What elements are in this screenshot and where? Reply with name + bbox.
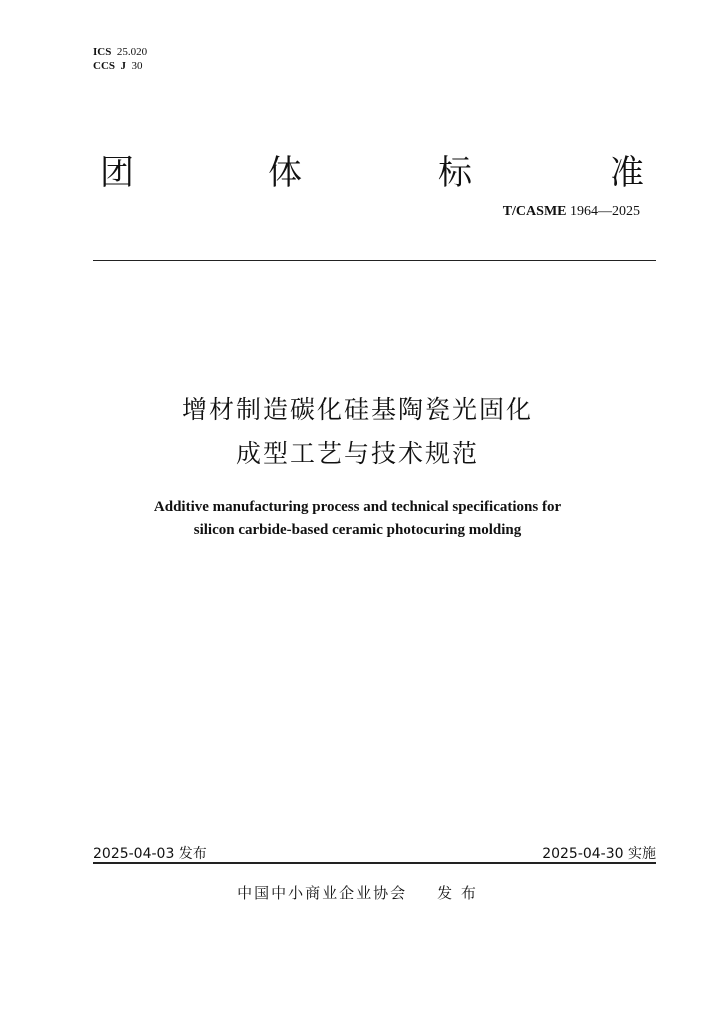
ics-code: ICS 25.020 — [93, 46, 148, 58]
bottom-divider — [93, 862, 656, 864]
implement-date: 2025-04-30 实施 — [542, 846, 656, 862]
chinese-title-line: 增材制造碳化硅基陶瓷光固化 — [181, 395, 533, 424]
standard-type-heading — [100, 148, 648, 198]
chinese-title-line: 成型工艺与技术规范 — [235, 439, 479, 468]
english-title-line: Additive manufacturing process and technical specifications for — [153, 499, 562, 515]
publisher-action: 发 布 — [437, 884, 478, 902]
chinese-title — [0, 388, 715, 476]
publisher-name: 中国中小商业企业协会 — [237, 884, 408, 902]
ccs-code: CCS J 30 — [93, 60, 143, 72]
publisher — [0, 882, 715, 903]
english-title-line: silicon carbide-based ceramic photocuring molding — [193, 522, 522, 538]
classification-codes — [93, 45, 147, 73]
issue-date: 2025-04-03 发布 — [93, 846, 207, 862]
standard-type-char: 团 — [100, 153, 134, 193]
english-title — [0, 496, 715, 542]
standard-number: T/CASME 1964—2025 — [502, 204, 640, 219]
top-divider — [93, 260, 656, 261]
standard-type-char: 体 — [268, 153, 302, 193]
standard-type-char: 准 — [610, 153, 644, 193]
dates-row — [93, 843, 656, 863]
standard-type-char: 标 — [438, 153, 472, 193]
